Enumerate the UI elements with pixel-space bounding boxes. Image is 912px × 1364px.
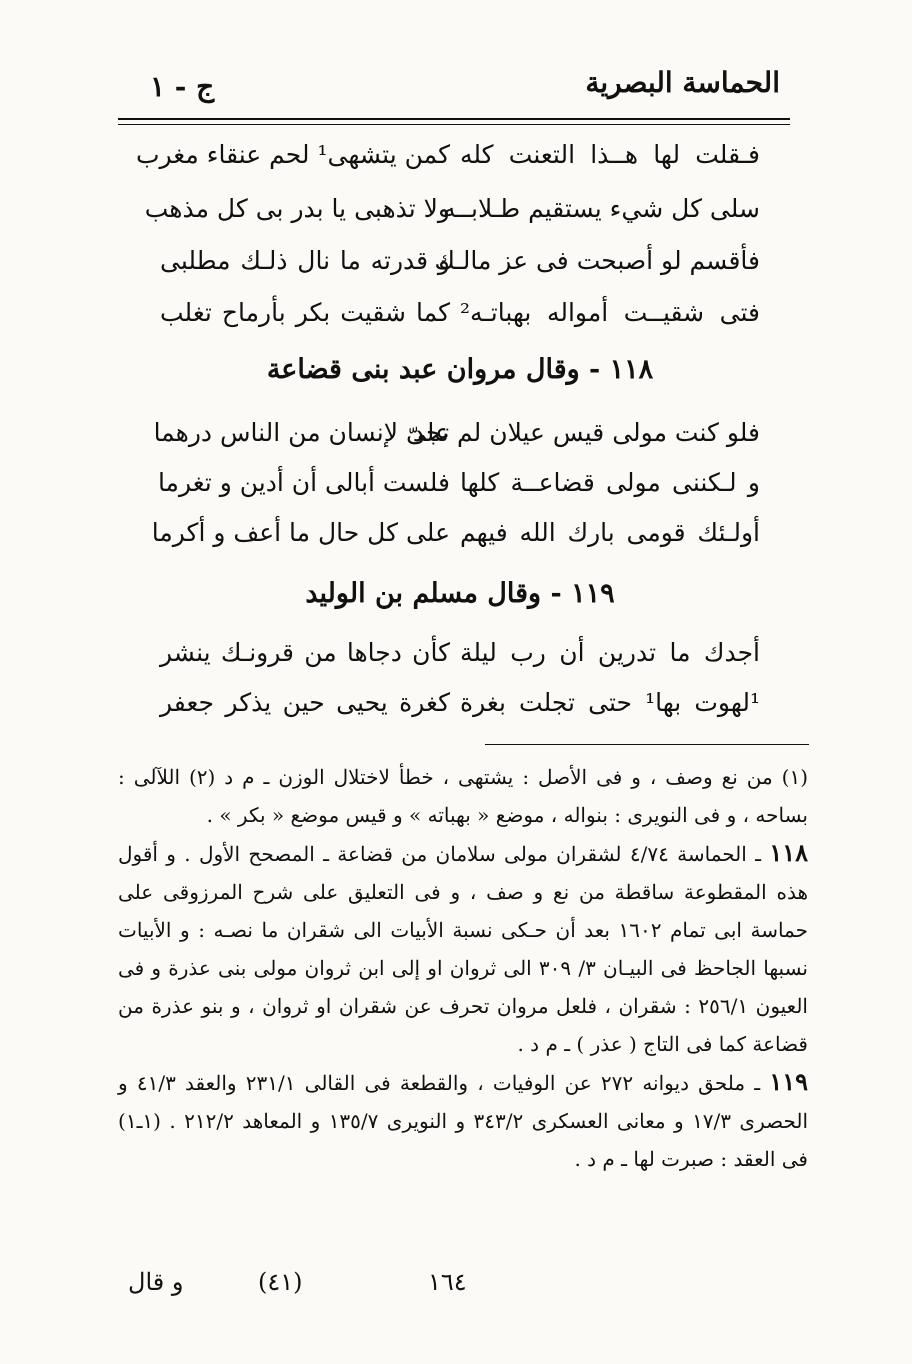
verse-line [144, 194, 760, 234]
first-hemistich: أولـئك قومى بارك الله فيهم [460, 518, 760, 547]
first-hemistich: فتى شقيــت أمواله بهباتـه² [460, 298, 760, 327]
verse-line [160, 638, 760, 678]
footnote-rule [485, 744, 809, 745]
footnote-1-2: (١) من نع وصف ، و فى الأصل : يشتهى ، خطأ لاختلال الوزن ـ م د (٢) اللآلى : بساحه ، و فى النويرى : بنواله ، موضع « بهباته » و قيس موضع « بكر » . [118, 765, 808, 827]
verse-line [151, 518, 760, 558]
footnotes [118, 758, 808, 1178]
poem-heading-119: ١١٩ - وقال مسلم بن الوليد [305, 578, 615, 609]
first-hemistich: فلو كنت مولى قيس عيلان لم تجد [412, 418, 760, 447]
second-hemistich: كأن دجاها من قرونـك ينشر [160, 638, 450, 667]
footnote-119 [118, 1063, 808, 1178]
footnote-text: ـ الحماسة ٤/٧٤ لشقران مولى سلامان من قضاعة ـ المصحح الأول . و أقول هذه المقطوعة ساقطة من نع و صف ، و فى التعليق على شرح المرزوقى على حماسة ابى تمام ١٦٠٢ بعد أن حـكى نسبة الأبيات الى شقران ما نصـه : و الأبيات نسبها الجاحظ فى البيـان ٣/ ٣٠٩ الى ثروان او إلى ابن ثروان مولى بنى عذرة و فى العيون ٢٥٦/١ : شقران ، فلعل مروان تحرف عن شقران او ثروان ، و بنو عذرة من قضاعة كما فى التاج ( عذر ) ـ م د . [118, 842, 808, 1056]
footnote-number: ١١٩ [769, 1067, 808, 1096]
verse-line [153, 418, 760, 458]
first-hemistich: ¹لهوت بها¹ حتى تجلت بغرة [460, 688, 760, 717]
verse-line [160, 246, 760, 286]
signature-mark: (٤١) [258, 1268, 303, 1296]
poem-heading-118: ١١٨ - وقال مروان عبد بنى قضاعة [266, 354, 654, 385]
second-hemistich: كغرة يحيى حين يذكر جعفر [160, 688, 450, 717]
page-number: ١٦٤ [428, 1268, 467, 1296]
footnote-118 [118, 834, 808, 1063]
first-hemistich: و لـكننى مولى قضاعــة كلها [460, 468, 760, 497]
header-rule-thick [118, 118, 790, 120]
second-hemistich: على كل حال ما أعف و أكرما [151, 518, 450, 547]
first-hemistich: فـقلت لها هــذا التعنت كله [460, 140, 760, 169]
verse-line [160, 688, 760, 728]
footnote-number: ١١٨ [769, 838, 809, 867]
first-hemistich: أجدك ما تدرين أن رب ليلة [460, 638, 760, 667]
verse-line [135, 140, 760, 180]
volume-marker: ج - ١ [150, 70, 215, 103]
second-hemistich: و قدرته ما نال ذلـك مطلبى [160, 246, 450, 275]
verse-line [157, 468, 760, 508]
second-hemistich: كمن يتشهى¹ لحم عنقاء مغرب [135, 140, 450, 169]
verse-line [160, 298, 760, 338]
second-hemistich: علىّ لإنسان من الناس درهما [153, 418, 450, 447]
running-title: الحماسة البصرية [585, 66, 780, 99]
catchword: و قال [128, 1268, 184, 1296]
second-hemistich: كما شقيت بكر بأرماح تغلب [160, 298, 450, 327]
second-hemistich: ولا تذهبى يا بدر بى كل مذهب [144, 194, 450, 223]
first-hemistich: فأقسم لو أصبحت فى عز مالـك [434, 246, 760, 275]
header-rule-thin [118, 124, 790, 125]
second-hemistich: فلست أبالى أن أدين و تغرما [157, 468, 450, 497]
first-hemistich: سلى كل شيء يستقيم طـلابــه [442, 194, 760, 223]
footnote-text: ـ ملحق ديوانه ٢٧٢ عن الوفيات ، والقطعة فى القالى ٢٣١/١ والعقد ٤١/٣ و الحصرى ١٧/٣ و معانى العسكرى ٣٤٣/٢ و النويرى ١٣٥/٧ و المعاهد ٢١٢/٢ . (١ـ١) فى العقد : صبرت لها ـ م د . [118, 1071, 809, 1171]
